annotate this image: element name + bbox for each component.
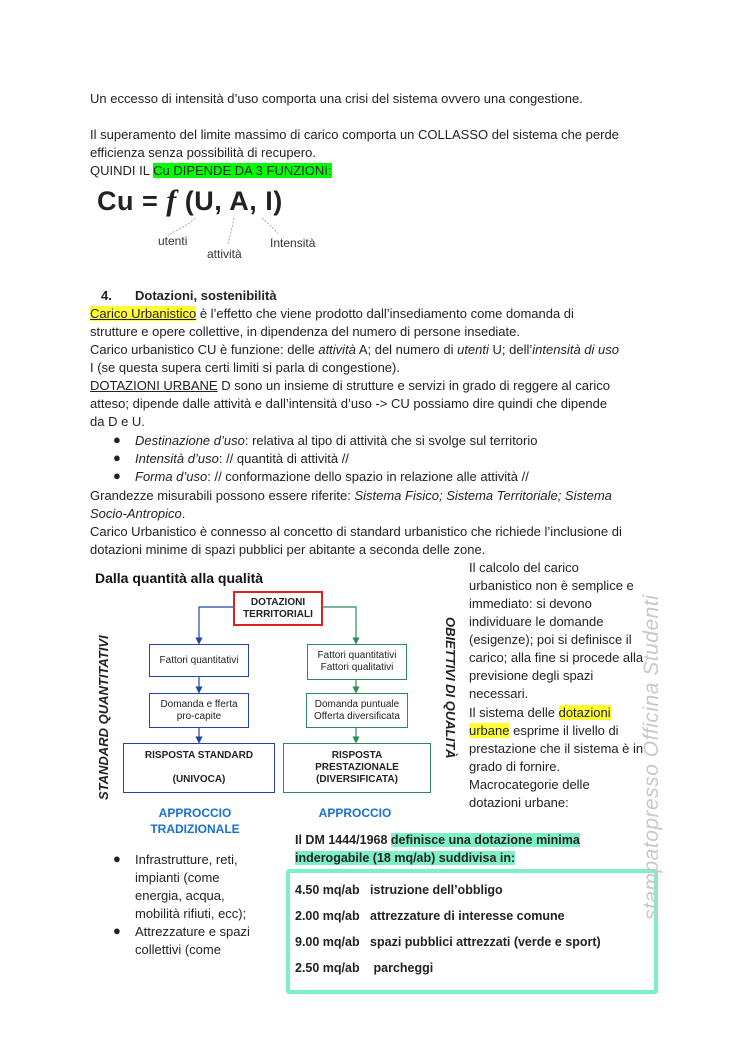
section-number: 4. bbox=[101, 288, 112, 303]
dm-row bbox=[295, 909, 565, 923]
p1-rest: è l’effetto che viene prodotto dall’insediamento come domanda di bbox=[196, 306, 574, 321]
bottom-bullet-2-line: collettivi (come bbox=[135, 942, 221, 957]
side-line: immediato: si devono bbox=[469, 596, 592, 611]
bullet-dot: ● bbox=[113, 468, 121, 483]
bottom-bullet-2-line: Attrezzature e spazi bbox=[135, 924, 250, 939]
p2-f: intensità di uso bbox=[532, 342, 619, 357]
dotazioni-urbane-underlined: DOTAZIONI URBANE bbox=[90, 378, 218, 393]
dm-prefix: Il DM 1444/1968 bbox=[295, 833, 391, 847]
box-risposta-prestazionale: RISPOSTA PRESTAZIONALE (DIVERSIFICATA) bbox=[283, 743, 431, 793]
dm-highlight-1: definisce una dotazione minima bbox=[390, 833, 580, 847]
label-standard-quantitativi: STANDARD QUANTITATIVI bbox=[96, 635, 111, 800]
box-fattori-quantitativi: Fattori quantitativi bbox=[149, 644, 249, 677]
p4-b: Sistema Fisico; Sistema Territoriale; Sistema bbox=[354, 488, 612, 503]
intro-line-1: Un eccesso di intensità d’uso comporta una crisi del sistema ovvero una congestione. bbox=[90, 91, 583, 106]
formula-left: Cu = bbox=[97, 186, 167, 216]
side2-a: Il sistema delle bbox=[469, 705, 559, 720]
bullet-text: : relativa al tipo di attività che si svolge sul territorio bbox=[244, 433, 538, 448]
bottom-bullet-1-line: mobilità rifiuti, ecc); bbox=[135, 906, 247, 921]
box-domanda-puntuale: Domanda puntuale Offerta diversificata bbox=[306, 693, 408, 728]
side-line: individuare le domande bbox=[469, 614, 604, 629]
bullet-dot: ● bbox=[113, 432, 121, 447]
dm-value: 2.50 mq/ab bbox=[295, 961, 360, 975]
body-p5-line2: dotazioni minime di spazi pubblici per abitante a seconda delle zone. bbox=[90, 542, 486, 557]
dm-label: attrezzature di interesse comune bbox=[370, 909, 565, 923]
side-line: prestazione che il sistema è in bbox=[469, 741, 644, 756]
bullet-text: : // conformazione dello spazio in relazione alle attività // bbox=[207, 469, 529, 484]
section-title: Dotazioni, sostenibilità bbox=[135, 288, 277, 303]
side-line: Macrocategorie delle bbox=[469, 777, 590, 792]
side-line: Il calcolo del carico bbox=[469, 560, 579, 575]
side-line-urbane bbox=[469, 722, 619, 740]
dm-row bbox=[295, 961, 433, 975]
side-line: carico; alla fine si procede alla bbox=[469, 650, 644, 665]
bullet-text: : // quantità di attività // bbox=[218, 451, 349, 466]
bottom-bullet-1-line: energia, acqua, bbox=[135, 888, 225, 903]
p4-line2: Socio-Antropico bbox=[90, 506, 182, 521]
p4-a: Grandezze misurabili possono essere riferite: bbox=[90, 488, 355, 503]
side2-b: esprime il livello di bbox=[509, 723, 619, 738]
side-line: (esigenze); poi si definisce il bbox=[469, 632, 632, 647]
label-attivita: attività bbox=[207, 247, 242, 261]
body-p3-line2: atteso; dipende dalle attività e dall’intensità d’uso -> CU possiamo dire quindi che dipende bbox=[90, 396, 608, 411]
p2-c: A; del numero di bbox=[355, 342, 458, 357]
watermark: stampatopresso Officina Studenti bbox=[640, 594, 663, 920]
dm-line-2 bbox=[295, 851, 515, 865]
bullet-dot: ● bbox=[113, 851, 121, 866]
dm-highlight-2: inderogabile (18 mq/ab) suddivisa in: bbox=[295, 851, 516, 865]
label-obiettivi-qualita: OBIETTIVI DI QUALITÀ bbox=[443, 617, 458, 759]
dm-row bbox=[295, 883, 503, 897]
intro-line-2: Il superamento del limite massimo di carico comporta un COLLASSO del sistema che perde bbox=[90, 127, 619, 142]
box-risposta-standard: RISPOSTA STANDARD (UNIVOCA) bbox=[123, 743, 275, 793]
bullet-dot: ● bbox=[113, 923, 121, 938]
dm-value: 4.50 mq/ab bbox=[295, 883, 360, 897]
dm-line-1 bbox=[295, 833, 580, 847]
side-line: urbanistico non è semplice e bbox=[469, 578, 634, 593]
bottom-bullet-1-line: Infrastrutture, reti, bbox=[135, 852, 238, 867]
p2-d: utenti bbox=[457, 342, 489, 357]
side-line: necessari. bbox=[469, 686, 529, 701]
bullet-term: Intensità d’uso bbox=[135, 451, 219, 466]
side-line-dotazioni bbox=[469, 704, 611, 722]
body-p5-line1: Carico Urbanistico è connesso al concetto di standard urbanistico che richiede l’inclusione di bbox=[90, 524, 622, 539]
p3-rest: D sono un insieme di strutture e servizi in grado di reggere al carico bbox=[217, 378, 610, 393]
dm-value: 2.00 mq/ab bbox=[295, 909, 360, 923]
side-line: previsione degli spazi bbox=[469, 668, 594, 683]
approccio-prestazionale: APPROCCIO bbox=[318, 806, 392, 820]
p2-b: attività bbox=[318, 342, 356, 357]
body-p2-line2: I (se questa supera certi limiti si parla di congestione). bbox=[90, 360, 400, 375]
side-line: grado di fornire. bbox=[469, 759, 561, 774]
bullet-term: Destinazione d’uso bbox=[135, 433, 245, 448]
dotazioni-highlight: dotazioni bbox=[558, 705, 611, 720]
formula-f: f bbox=[166, 184, 177, 217]
bullet-term: Forma d’uso bbox=[135, 469, 208, 484]
intro-line-3: efficienza senza possibilità di recupero. bbox=[90, 145, 316, 160]
dm-value: 9.00 mq/ab bbox=[295, 935, 360, 949]
bullet-dot: ● bbox=[113, 450, 121, 465]
label-utenti: utenti bbox=[158, 234, 188, 248]
p2-e: U; dell’ bbox=[488, 342, 533, 357]
box-dotazioni-territoriali: DOTAZIONI TERRITORIALI bbox=[233, 591, 323, 626]
dm-row bbox=[295, 935, 601, 949]
side-line: dotazioni urbane: bbox=[469, 795, 569, 810]
dm-label: parcheggi bbox=[370, 961, 434, 975]
diagram-title: Dalla quantità alla qualità bbox=[95, 570, 264, 586]
formula-right: (U, A, I) bbox=[176, 186, 283, 216]
body-p1-line2: strutture e opere collettive, in dipendenza del numero di persone insediate. bbox=[90, 324, 520, 339]
label-intensita: Intensità bbox=[270, 236, 316, 250]
dm-label: spazi pubblici attrezzati (verde e sport) bbox=[370, 935, 601, 949]
p2-a: Carico urbanistico CU è funzione: delle bbox=[90, 342, 319, 357]
urbane-highlight: urbane bbox=[469, 723, 510, 738]
body-p3-line3: da D e U. bbox=[90, 414, 145, 429]
carico-urbanistico-highlight: Carico Urbanistico bbox=[90, 306, 197, 321]
bottom-bullet-1-line: impianti (come bbox=[135, 870, 220, 885]
cu-highlight: Cu DIPENDE DA 3 FUNZIONI: bbox=[153, 163, 332, 178]
p4-end: . bbox=[181, 506, 186, 521]
approccio-tradizionale: APPROCCIO TRADIZIONALE bbox=[150, 806, 240, 836]
box-fattori-quant-qual: Fattori quantitativi Fattori qualitativi bbox=[307, 644, 407, 680]
box-domanda-offerta: Domanda e fferta pro-capite bbox=[149, 693, 249, 728]
quindi-prefix: QUINDI IL bbox=[90, 163, 154, 178]
dm-label: istruzione dell’obbligo bbox=[370, 883, 503, 897]
